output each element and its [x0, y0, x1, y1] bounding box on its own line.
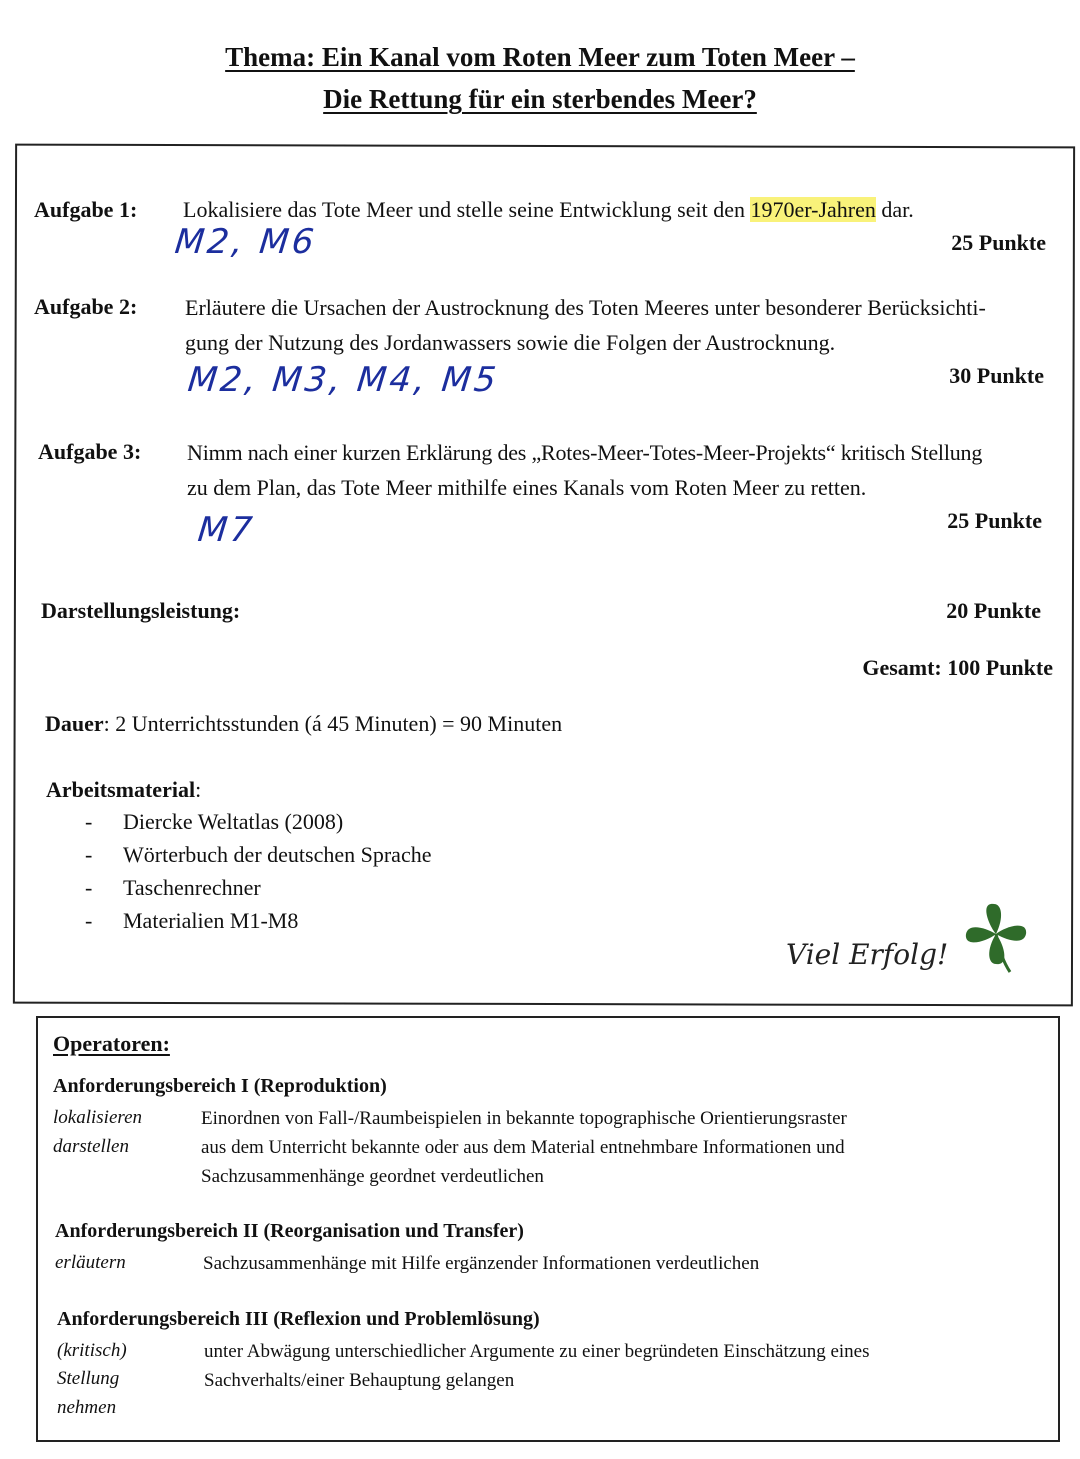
task-3-line-1: Nimm nach einer kurzen Erklärung des „Rotes-Meer-Totes-Meer-Projekts“ kritisch Stellung — [187, 440, 983, 465]
task-3-label: Aufgabe 3: — [38, 439, 142, 464]
operator-description: aus dem Unterricht bekannte oder aus dem Material entnehmbare Informationen und — [201, 1137, 845, 1158]
task-2-line-1: Erläutere die Ursachen der Austrocknung des Toten Meeres unter besonderer Berücksichti- — [185, 295, 986, 320]
four-leaf-clover-icon — [958, 894, 1034, 976]
operator-description: Einordnen von Fall-/Raumbeispielen in bekannte topographische Orientierungsraster — [201, 1108, 847, 1129]
operators-section-2-heading: Anforderungsbereich II (Reorganisation und Transfer) — [55, 1220, 524, 1242]
presentation-points: 20 Punkte — [946, 598, 1041, 623]
task-3-points: 25 Punkte — [947, 508, 1042, 533]
operator-description: unter Abwägung unterschiedlicher Argumente zu einer begründeten Einschätzung eines — [204, 1341, 870, 1362]
duration — [45, 706, 562, 741]
list-item: - Wörterbuch der deutschen Sprache — [45, 838, 431, 871]
operator-term: darstellen — [53, 1136, 129, 1157]
task-1-text-b: dar. — [875, 197, 914, 222]
task-1-handwritten-note: M2, M6 — [172, 222, 319, 262]
operator-description: Sachverhalts/einer Behauptung gelangen — [204, 1370, 515, 1391]
operator-term: nehmen — [57, 1397, 117, 1418]
operator-term: (kritisch) — [57, 1340, 127, 1361]
list-item: - Diercke Weltatlas (2008) — [45, 805, 431, 838]
task-1-label: Aufgabe 1: — [34, 197, 138, 222]
task-3-line-2: zu dem Plan, das Tote Meer mithilfe eines Kanals vom Roten Meer zu retten. — [187, 475, 867, 500]
presentation-label: Darstellungsleistung: — [41, 598, 241, 623]
operator-term: Stellung — [57, 1368, 120, 1389]
materials-list — [45, 805, 431, 937]
title-line-1: Thema: Ein Kanal vom Roten Meer zum Toten Meer – — [225, 42, 855, 72]
materials-colon: : — [195, 777, 202, 802]
good-luck-note: Viel Erfolg! — [786, 938, 949, 971]
title-line-2: Die Rettung für ein sterbendes Meer? — [323, 84, 757, 114]
operators-section-3-heading: Anforderungsbereich III (Reflexion und Problemlösung) — [57, 1308, 540, 1330]
duration-text: : 2 Unterrichtsstunden (á 45 Minuten) = 90 Minuten — [103, 711, 563, 736]
duration-label: Dauer — [45, 711, 104, 736]
task-3-handwritten-note: M7 — [195, 510, 258, 550]
task-1-points: 25 Punkte — [951, 230, 1046, 255]
task-2-line-2: gung der Nutzung des Jordanwassers sowie die Folgen der Austrocknung. — [185, 330, 836, 355]
operator-description: Sachzusammenhänge geordnet verdeutlichen — [201, 1166, 544, 1187]
materials-heading — [46, 772, 201, 807]
task-2-points: 30 Punkte — [949, 363, 1044, 388]
list-item: - Taschenrechner — [45, 871, 431, 904]
list-item: - Materialien M1-M8 — [45, 904, 431, 937]
task-2-handwritten-note: M2, M3, M4, M5 — [185, 360, 501, 400]
total-points: Gesamt: 100 Punkte — [862, 655, 1053, 680]
page-title — [0, 36, 1080, 78]
task-1-highlight: 1970er-Jahren — [750, 197, 876, 222]
operator-term: lokalisieren — [53, 1107, 142, 1128]
operator-term: erläutern — [55, 1252, 126, 1273]
task-1-text-a: Lokalisiere das Tote Meer und stelle seine Entwicklung seit den — [183, 197, 751, 222]
operator-description: Sachzusammenhänge mit Hilfe ergänzender Informationen verdeutlichen — [203, 1253, 760, 1274]
page-subtitle — [0, 78, 1080, 120]
task-2-label: Aufgabe 2: — [34, 294, 138, 319]
operators-section-1-heading: Anforderungsbereich I (Reproduktion) — [53, 1075, 387, 1097]
operators-title: Operatoren: — [53, 1031, 170, 1056]
materials-label: Arbeitsmaterial — [46, 777, 196, 802]
